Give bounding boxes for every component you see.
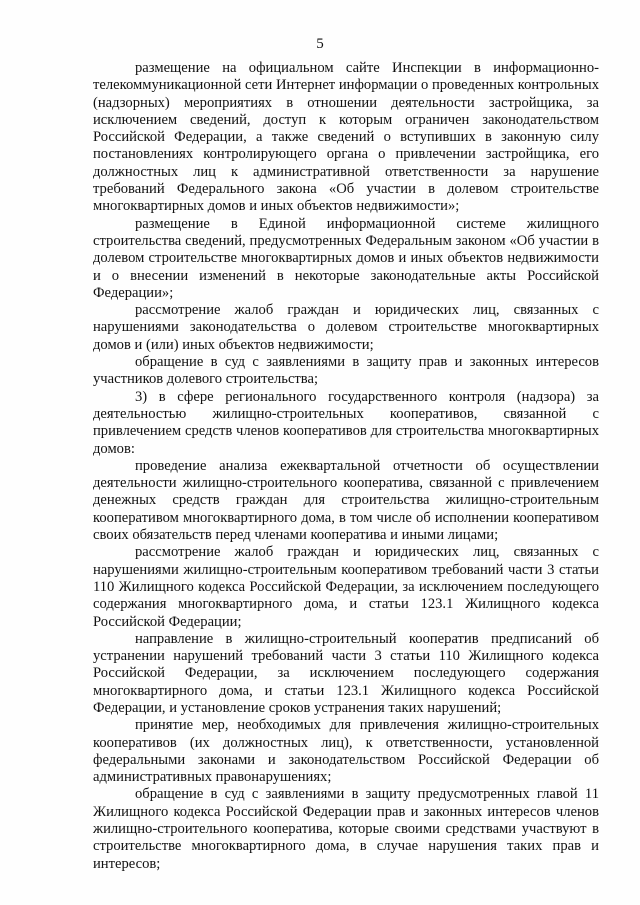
paragraph: направление в жилищно-строительный кооператив предписаний об устранении нарушений требований части 3 статьи 110 Жилищного кодекса Российской Федерации, за исключением последующего содержания многоквартирного дома, и статьи 123.1 Жилищного кодекса Российской Федерации, и установление сроков устранения таких нарушений; [93, 630, 599, 716]
document-body [93, 60, 599, 873]
paragraph: обращение в суд с заявлениями в защиту предусмотренных главой 11 Жилищного кодекса Российской Федерации прав и законных интересов членов жилищно-строительного кооператива, которые своими средствами участвуют в строительстве многоквартирного дома, в случае нарушения таких прав и интересов; [93, 786, 599, 872]
paragraph: рассмотрение жалоб граждан и юридических лиц, связанных с нарушениями жилищно-строительным кооперативом требований части 3 статьи 110 Жилищного кодекса Российской Федерации, за исключением последующего содержания многоквартирного дома, и статьи 123.1 Жилищного кодекса Российской Федерации; [93, 544, 599, 630]
paragraph: 3) в сфере регионального государственного контроля (надзора) за деятельностью жилищно-строительных кооперативов, связанной с привлечением средств членов кооперативов для строительства многоквартирных домов: [93, 388, 599, 457]
page-number: 5 [316, 36, 324, 52]
paragraph: проведение анализа ежеквартальной отчетности об осуществлении деятельности жилищно-строительного кооператива, связанной с привлечением денежных средств граждан для строительства жилищно-строительным кооперативом многоквартирного дома, в том числе об исполнении кооперативом своих обязательств перед членами кооператива и иными лицами; [93, 457, 599, 544]
paragraph: рассмотрение жалоб граждан и юридических лиц, связанных с нарушениями законодательства о долевом строительстве многоквартирных домов и (или) иных объектов недвижимости; [93, 302, 599, 353]
paragraph: обращение в суд с заявлениями в защиту прав и законных интересов участников долевого строительства; [93, 354, 599, 388]
paragraph: размещение на официальном сайте Инспекции в информационно-телекоммуникационной сети Интернет информации о проведенных контрольных (надзорных) мероприятиях в отношении деятельности застройщика, за исключением сведений, доступ к которым ограничен законодательством Российской Федерации, а также сведений о вступивших в законную силу постановлениях контролирующего органа о привлечении застройщика, его должностных лиц к административной ответственности за нарушение требований Федерального закона «Об участии в долевом строительстве многоквартирных домов и иных объектов недвижимости»; [93, 60, 599, 215]
paragraph: размещение в Единой информационной системе жилищного строительства сведений, предусмотренных Федеральным законом «Об участии в долевом строительстве многоквартирных домов и иных объектов недвижимости и о внесении изменений в некоторые законодательные акты Российской Федерации»; [93, 215, 599, 301]
paragraph: принятие мер, необходимых для привлечения жилищно-строительных кооперативов (их должностных лиц), к ответственности, установленной федеральными законами и законодательством Российской Федерации об административных правонарушениях; [93, 717, 599, 786]
